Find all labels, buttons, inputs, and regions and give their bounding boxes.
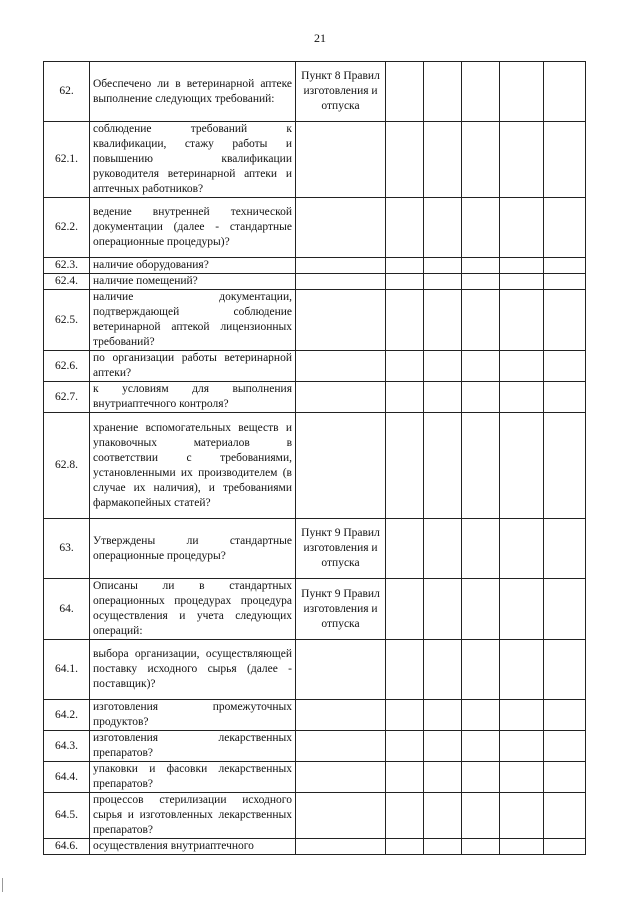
answer-cell [462,839,500,855]
answer-cell [462,274,500,290]
answer-cell [544,62,586,122]
answer-cell [386,62,424,122]
checklist-table [43,61,586,855]
table-row [44,700,586,731]
table-row [44,290,586,351]
answer-cell [424,413,462,519]
requirement-text: изготовления лекарственных препаратов? [90,731,296,762]
item-number: 64.6. [44,839,90,855]
answer-cell [386,839,424,855]
answer-cell [424,700,462,731]
table-row [44,793,586,839]
requirement-text: Обеспечено ли в ветеринарной аптеке выполнение следующих требований: [90,62,296,122]
legal-reference [296,731,386,762]
requirement-text: ведение внутренней технической документации (далее - стандартные операционные процедуры)? [90,198,296,258]
table-row [44,640,586,700]
requirement-text: хранение вспомогательных веществ и упаковочных материалов в соответствии с требованиями, установленными их производителем (в случае их наличия), и требованиями фармакопейных статей? [90,413,296,519]
item-number: 62.2. [44,198,90,258]
answer-cell [424,290,462,351]
table-row [44,762,586,793]
answer-cell [500,351,544,382]
answer-cell [424,274,462,290]
answer-cell [500,793,544,839]
requirement-text: наличие документации, подтверждающей соблюдение ветеринарной аптекой лицензионных требований? [90,290,296,351]
legal-reference [296,382,386,413]
answer-cell [386,519,424,579]
answer-cell [500,413,544,519]
legal-reference [296,793,386,839]
item-number: 63. [44,519,90,579]
answer-cell [462,579,500,640]
answer-cell [544,290,586,351]
answer-cell [462,290,500,351]
answer-cell [462,793,500,839]
answer-cell [544,274,586,290]
answer-cell [500,274,544,290]
answer-cell [424,731,462,762]
legal-reference [296,198,386,258]
item-number: 62.1. [44,122,90,198]
legal-reference [296,762,386,793]
answer-cell [544,122,586,198]
answer-cell [424,198,462,258]
answer-cell [424,382,462,413]
answer-cell [424,762,462,793]
answer-cell [500,382,544,413]
answer-cell [462,640,500,700]
answer-cell [500,519,544,579]
requirement-text: по организации работы ветеринарной аптеки? [90,351,296,382]
page-number: 21 [314,31,326,45]
item-number: 62.6. [44,351,90,382]
answer-cell [462,198,500,258]
requirement-text: осуществления внутриаптечного [90,839,296,855]
item-number: 62. [44,62,90,122]
legal-reference [296,413,386,519]
answer-cell [424,62,462,122]
answer-cell [500,700,544,731]
answer-cell [500,62,544,122]
requirement-text: упаковки и фасовки лекарственных препаратов? [90,762,296,793]
table-row [44,519,586,579]
table-row [44,122,586,198]
requirement-text: процессов стерилизации исходного сырья и изготовленных лекарственных препаратов? [90,793,296,839]
answer-cell [386,382,424,413]
answer-cell [500,731,544,762]
answer-cell [424,122,462,198]
answer-cell [544,198,586,258]
requirement-text: наличие помещений? [90,274,296,290]
answer-cell [386,762,424,793]
requirement-text: изготовления промежуточных продуктов? [90,700,296,731]
table-row [44,413,586,519]
legal-reference [296,351,386,382]
answer-cell [462,731,500,762]
item-number: 64.5. [44,793,90,839]
answer-cell [424,640,462,700]
answer-cell [544,731,586,762]
table-row [44,258,586,274]
answer-cell [500,640,544,700]
table-row [44,351,586,382]
answer-cell [386,640,424,700]
answer-cell [386,351,424,382]
answer-cell [424,519,462,579]
answer-cell [500,290,544,351]
item-number: 62.3. [44,258,90,274]
answer-cell [544,579,586,640]
legal-reference [296,700,386,731]
legal-reference [296,258,386,274]
answer-cell [462,700,500,731]
answer-cell [424,579,462,640]
answer-cell [462,351,500,382]
answer-cell [544,413,586,519]
table-row [44,579,586,640]
answer-cell [544,519,586,579]
legal-reference [296,290,386,351]
table-row [44,274,586,290]
item-number: 64.3. [44,731,90,762]
answer-cell [386,290,424,351]
item-number: 62.5. [44,290,90,351]
requirement-text: Описаны ли в стандартных операционных процедурах процедура осуществления и учета следующих операций: [90,579,296,640]
legal-reference: Пункт 9 Правил изготовления и отпуска [296,519,386,579]
legal-reference [296,122,386,198]
answer-cell [386,198,424,258]
answer-cell [386,700,424,731]
answer-cell [544,640,586,700]
item-number: 64. [44,579,90,640]
item-number: 62.4. [44,274,90,290]
item-number: 64.1. [44,640,90,700]
answer-cell [386,274,424,290]
answer-cell [386,413,424,519]
answer-cell [424,839,462,855]
legal-reference: Пункт 9 Правил изготовления и отпуска [296,579,386,640]
answer-cell [544,258,586,274]
answer-cell [386,579,424,640]
answer-cell [500,198,544,258]
item-number: 62.8. [44,413,90,519]
answer-cell [424,351,462,382]
answer-cell [386,258,424,274]
answer-cell [544,382,586,413]
requirement-text: Утверждены ли стандартные операционные процедуры? [90,519,296,579]
answer-cell [386,793,424,839]
answer-cell [544,839,586,855]
answer-cell [500,258,544,274]
item-number: 62.7. [44,382,90,413]
item-number: 64.2. [44,700,90,731]
answer-cell [500,579,544,640]
requirement-text: наличие оборудования? [90,258,296,274]
answer-cell [462,762,500,793]
table-row [44,382,586,413]
answer-cell [462,413,500,519]
answer-cell [386,122,424,198]
answer-cell [462,62,500,122]
table-row [44,731,586,762]
answer-cell [544,351,586,382]
item-number: 64.4. [44,762,90,793]
legal-reference [296,839,386,855]
requirement-text: к условиям для выполнения внутриаптечного контроля? [90,382,296,413]
requirement-text: выбора организации, осуществляющей поставку исходного сырья (далее - поставщик)? [90,640,296,700]
table-row [44,198,586,258]
scan-edge-mark [2,878,7,892]
legal-reference [296,640,386,700]
legal-reference [296,274,386,290]
answer-cell [424,793,462,839]
legal-reference: Пункт 8 Правил изготовления и отпуска [296,62,386,122]
answer-cell [500,122,544,198]
answer-cell [544,762,586,793]
answer-cell [462,519,500,579]
answer-cell [500,762,544,793]
table-row [44,62,586,122]
answer-cell [544,700,586,731]
answer-cell [544,793,586,839]
answer-cell [386,731,424,762]
answer-cell [462,382,500,413]
answer-cell [462,258,500,274]
table-row [44,839,586,855]
requirement-text: соблюдение требований к квалификации, стажу работы и повышению квалификации руководителя ветеринарной аптеки и аптечных работников? [90,122,296,198]
answer-cell [424,258,462,274]
answer-cell [462,122,500,198]
answer-cell [500,839,544,855]
